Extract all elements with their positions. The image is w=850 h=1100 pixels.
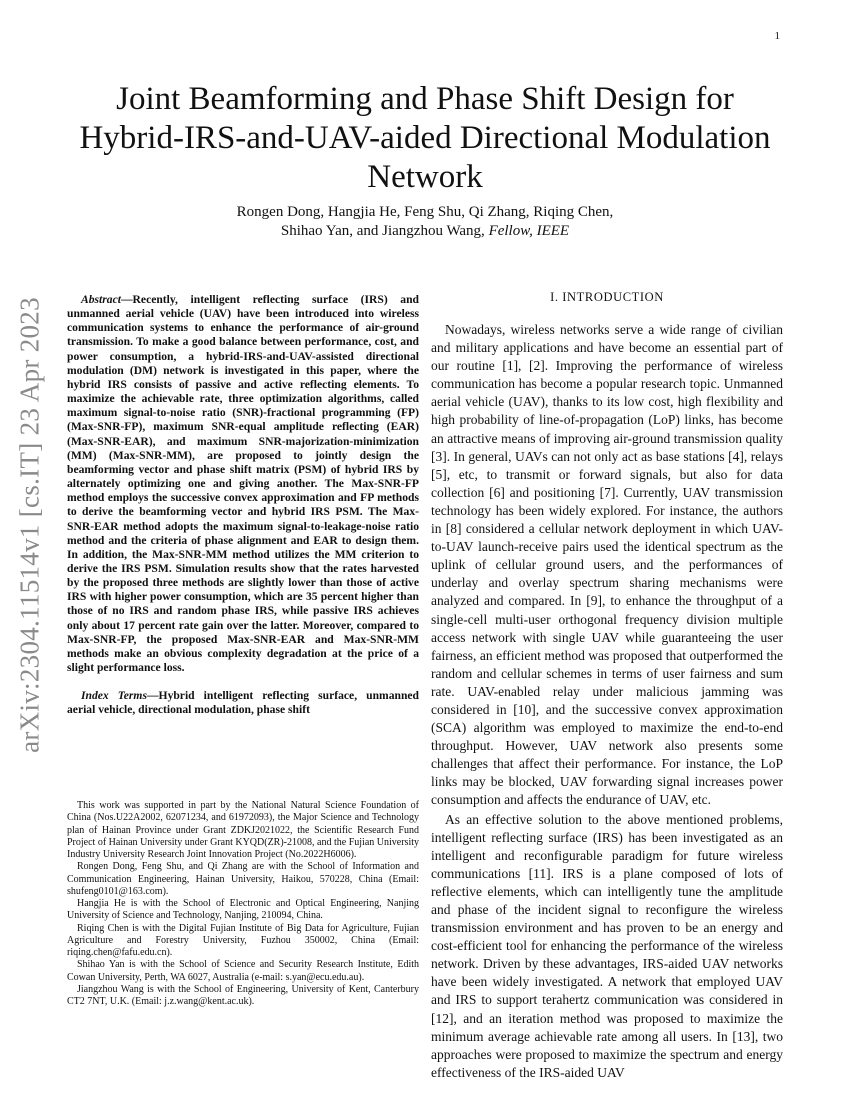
arxiv-identifier [8,285,52,765]
abstract-label: Abstract [81,293,121,306]
footnotes [67,800,419,1008]
section-heading: I. INTRODUCTION [550,290,664,304]
authors-line-2-names: Shihao Yan, and Jiangzhou Wang, [280,223,485,239]
page-number: 1 [774,30,780,42]
footnote-affiliation: Jiangzhou Wang is with the School of Engineering, University of Kent, Canterbury CT2 7NT, U.K. (Email: j.z.wang@kent.ac.uk). [67,983,419,1007]
footnote-affiliation: Rongen Dong, Feng Shu, and Qi Zhang are with the School of Information and Communication Engineering, Hainan University, Haikou, 570228, China (Email: shufeng0101@163.com). [67,861,419,897]
index-terms [67,689,419,717]
abstract [67,293,419,675]
paper-title: Joint Beamforming and Phase Shift Design for Hybrid-IRS-and-UAV-aided Directional Modulation Network [79,81,771,195]
author-list [70,203,780,241]
footnote-affiliation: Riqing Chen is with the Digital Fujian Institute of Big Data for Agriculture, Fujian Agriculture and Forestry University, Fuzhou 350002, China (Email: riqing.chen@fafu.edu.cn). [67,922,419,958]
footnote-funding: This work was supported in part by the National Natural Science Foundation of China (Nos.U22A2002, 62071234, and 61972093), the Major Science and Technology plan of Hainan Province under Grant ZDKJ2021022, the Scientific Research Fund Project of Hainan University under Grant KYQD(ZR)-21008, and the Fujian University Industry University Research Joint Innovation Project (No.2022H6006). [67,800,419,860]
intro-paragraph: As an effective solution to the above mentioned problems, intelligent reflecting surface (IRS) has been investigated as an intelligent and reconfigurable paradigm for future wireless communications [11]. IRS is a plane composed of lots of reflective elements, which can intelligently tune the amplitude and phase of the incident signal to reconfigure the wireless transmission environment and has proven to be an energy and cost-efficient tool for enhancing the performance of the wireless network. Driven by these advantages, IRS-aided UAV networks have been widely investigated. A network that employed UAV and IRS to support terahertz communication was considered in [12], and an iteration method was proposed to maximize the minimum average achievable rate among all users. In [13], two approaches were proposed to maximize the spectrum and energy effectiveness of the IRS-aided UAV [431,811,783,1080]
index-terms-text: —Hybrid intelligent reflecting surface, unmanned aerial vehicle, directional modulation, phase shift [67,689,419,717]
right-column [431,290,783,1082]
arxiv-identifier-text: arXiv:2304.11514v1 [cs.IT] 23 Apr 2023 [14,297,45,753]
abstract-text: —Recently, intelligent reflecting surface (IRS) and unmanned aerial vehicle (UAV) have been introduced into wireless communication systems to enhance the performance of air-ground transmission. To make a good balance between performance, cost, and power consumption, a hybrid-IRS-and-UAV-assisted directional modulation (DM) network is investigated in this paper, where the hybrid IRS consists of passive and active reflecting elements. To maximize the achievable rate, three optimization algorithms, called maximum signal-to-noise ratio (SNR)-fractional programming (FP) (Max-SNR-FP), maximum SNR-equal amplitude reflecting (EAR) (Max-SNR-EAR), and maximum SNR-majorization-minimization (MM) (Max-SNR-MM), are proposed to jointly design the beamforming vector and phase shift matrix (PSM) of hybrid IRS by alternately optimizing one and giving another. The Max-SNR-FP method employs the successive convex approximation and FP methods to derive the beamforming vector and hybrid IRS PSM. The Max-SNR-EAR method adopts the maximum signal-to-leakage-noise ratio method and the criteria of phase alignment and EAR to design them. In addition, the Max-SNR-MM method utilizes the MM criterion to derive the IRS PSM. Simulation results show that the rates harvested by the proposed three methods are slightly lower than those of active IRS with higher power consumption, which are 35 percent higher than those of no IRS and random phase IRS, while passive IRS achieves only about 17 percent rate gain over the latter. Moreover, compared to Max-SNR-FP, the proposed Max-SNR-EAR and Max-SNR-MM methods make an obvious complexity degradation at the price of a slight performance loss. [67,293,419,675]
authors-line-1: Rongen Dong, Hangjia He, Feng Shu, Qi Zhang, Riqing Chen, [236,204,614,220]
intro-paragraph: Nowadays, wireless networks serve a wide range of civilian and military applications and have become an essential part of our routine [1], [2]. Improving the performance of wireless communication has become a popular research topic. Unmanned aerial vehicle (UAV), thanks to its low cost, high flexibility and high probability of line-of-propagation (LoP) links, has become an attractive means of improving air-ground transmission quality [3]. In general, UAVs can not only act as base stations [4], relays [5], etc, to transmit or forward signals, but also for data collection [6] and positioning [7]. Currently, UAV transmission technology has been widely explored. For instance, the authors in [8] considered a cellular network deployment in which UAV-to-UAV launch-receive pairs used the identical spectrum as the uplink of cellular ground users, and the performances of underlay and overlay spectrum sharing mechanisms were analyzed and compared. In [9], to enhance the throughput of a single-cell multi-user orthogonal frequency division multiple access network with single UAV while guaranteeing the user fairness, an efficient method was proposed that outperformed the random and cellular schemes in terms of user fairness and sum rate. UAV-enabled relay under malicious jamming was considered in [10], and the successive convex approximation (SCA) algorithm was employed to maximize the end-to-end throughput. However, UAV network also presents some challenges that affect their performance. For instance, the LoP links may be blocked, UAV forwarding signal increases power consumption and affects the endurance of UAV, etc. [431,322,783,808]
author-fellow-title: Fellow, IEEE [488,223,570,239]
footnote-affiliation: Shihao Yan is with the School of Science and Security Research Institute, Edith Cowan University, Perth, WA 6027, Australia (e-mail: s.yan@ecu.edu.au). [67,959,419,983]
index-terms-label: Index Terms [81,689,147,703]
footnote-affiliation: Hangjia He is with the School of Electronic and Optical Engineering, Nanjing University of Science and Technology, Nanjing, 210094, China. [67,898,419,922]
left-column [67,293,419,718]
authors-line-2 [70,222,780,241]
